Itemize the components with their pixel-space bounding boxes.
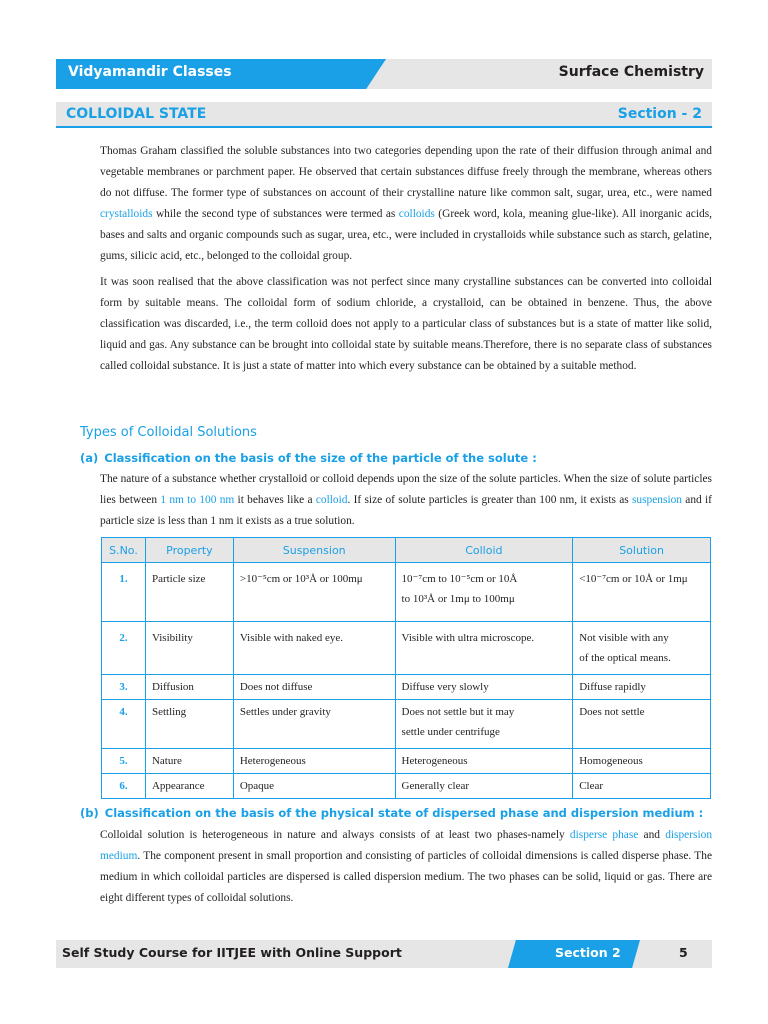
table-row: 4. Settling Settles under gravity Does not settle but it may settle under centrifuge Does not settle <box>102 700 711 749</box>
types-heading: Types of Colloidal Solutions <box>80 425 257 440</box>
publisher-name: Vidyamandir Classes <box>68 64 232 80</box>
properties-table <box>101 537 711 799</box>
term-colloids: colloids <box>398 208 435 220</box>
chapter-title: Surface Chemistry <box>558 64 704 80</box>
table-row: 3. Diffusion Does not diffuse Diffuse very slowly Diffuse rapidly <box>102 675 711 700</box>
footer-section: Section 2 <box>555 945 621 960</box>
section-a-paragraph: The nature of a substance whether crystalloid or colloid depends upon the size of the solute particles. When the size of solute particles lies between 1 nm to 100 nm it behaves like a colloid. If size of solute particles is greater than 100 nm, it exists as suspension and if particle size is less than 1 nm it exists as a true solution. <box>100 473 712 527</box>
section-title: COLLOIDAL STATE <box>66 106 207 122</box>
col-header-sno: S.No. <box>102 538 146 563</box>
table-row: 6. Appearance Opaque Generally clear Clear <box>102 774 711 799</box>
term-crystalloids: crystalloids <box>100 208 153 220</box>
table-row: 1. Particle size >10⁻⁵cm or 10³Å or 100mμ 10⁻⁷cm to 10⁻⁵cm or 10Å to 10³Å or 1mμ to 100mμ <10⁻⁷cm or 10Å or 1mμ <box>102 563 711 622</box>
page-number: 5 <box>679 945 688 960</box>
col-header-colloid: Colloid <box>395 538 573 563</box>
col-header-property: Property <box>145 538 233 563</box>
table-row: 5. Nature Heterogeneous Heterogeneous Homogeneous <box>102 749 711 774</box>
col-header-solution: Solution <box>573 538 711 563</box>
section-a-heading: (a) Classification on the basis of the size of the particle of the solute : <box>80 451 537 465</box>
section-b-paragraph: Colloidal solution is heterogeneous in nature and always consists of at least two phases-namely disperse phase and dispersion medium. The component present in small proportion and consisting of particles of colloidal dimensions is called disperse phase. The medium in which colloidal particles are dispersed is called dispersion medium. The two phases can be solid, liquid or gas. There are eight different types of colloidal solutions. <box>100 829 713 904</box>
table-header-row <box>102 538 711 563</box>
section-label: Section - 2 <box>617 106 702 122</box>
table-row: 2. Visibility Visible with naked eye. Visible with ultra microscope. Not visible with any of the optical means. <box>102 622 711 675</box>
course-title: Self Study Course for IITJEE with Online Support <box>62 945 402 960</box>
intro-paragraph-1: Thomas Graham classified the soluble substances into two categories depending upon the rate of their diffusion through animal and vegetable membranes or parchment paper. He observed that certain substances diffuse freely through the membrane, whereas others do not diffuse. The former type of substances on account of their crystalline nature like common salt, sugar, urea, etc., were named crystalloids while the second type of substances were termed as colloids (Greek word, kola, meaning glue-like). All inorganic acids, bases and salts and organic compounds such as sugar, urea, etc., were included in crystalloids while substance such as starch, gelatine, gums, silicic acid, etc., belonged to the colloidal group. <box>100 145 713 262</box>
intro-paragraph-2: It was soon realised that the above classification was not perfect since many crystalline substances can be converted into colloidal form by suitable means. The colloidal form of sodium chloride, a crystalloid, can be obtained in benzene. Thus, the above classification was discarded, i.e., the term colloid does not apply to a particular class of substances but is a state of matter like solid, liquid and gas. Any substance can be brought into colloidal state by suitable means.Therefore, there is no separate class of substances called colloidal substance. It is just a state of matter into which every substance can be obtained by a suitable method. <box>100 276 712 372</box>
col-header-suspension: Suspension <box>233 538 395 563</box>
section-b-heading: (b) Classification on the basis of the physical state of dispersed phase and dispersion medium : <box>80 806 704 820</box>
